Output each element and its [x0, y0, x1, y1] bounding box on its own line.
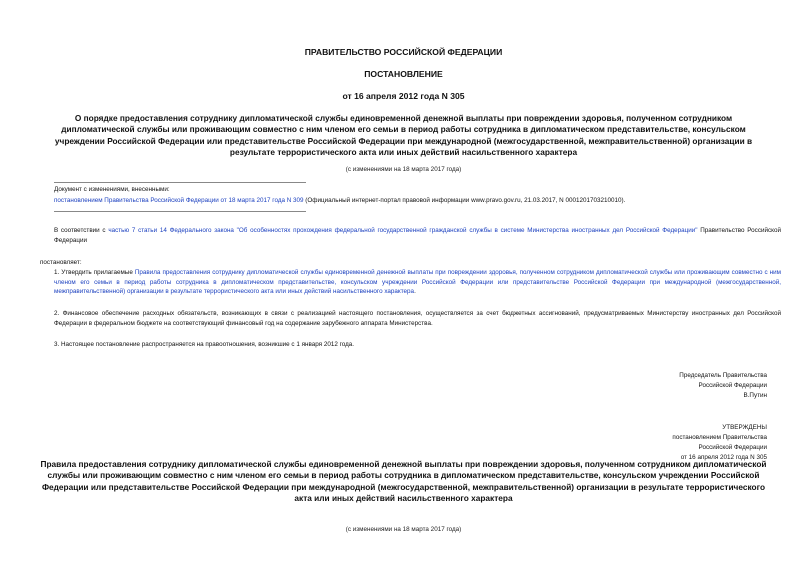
approval-line-1: УТВЕРЖДЕНЫ: [722, 424, 767, 431]
intro-prefix: В соответствии с: [54, 227, 109, 234]
rules-title: Правила предоставления сотруднику дипломатической службы единовременной денежной выплаты при повреждении здоровья, полученном сотрудником дипломатической службы или проживающим совместно с ним членом его семьи в период работы сотрудника в дипломатическом представительстве, консульском учреждении Российской Федерации или представительстве Российской Федерации при международной (межгосударственной, межправительственной) организации в результате террористического акта или иных действий насильственного характера: [40, 459, 767, 504]
item-2-paragraph: 2. Финансовое обеспечение расходных обязательств, возникающих в связи с реализацией настоящего постановления, осуществляется за счет бюджетных ассигнований, предусматриваемых Министерству иностранных дел Российской Федерации в федеральном бюджете на соответствующий финансовый год на содержание зарубежного аппарата Министерства.: [54, 310, 781, 327]
item-3-paragraph: 3. Настоящее постановление распространяется на правоотношения, возникшие с 1 января 2012 года.: [54, 341, 355, 348]
signature-line-1: Председатель Правительства: [679, 372, 767, 379]
amendment-link[interactable]: постановлением Правительства Российской Федерации от 18 марта 2017 года N 309: [54, 197, 304, 204]
resolution-title: О порядке предоставления сотруднику дипломатической службы единовременной денежной выплаты при повреждении здоровья, полученном сотрудником дипломатической службы или проживающим совместно с ним членом его семьи в период работы сотрудника в дипломатическом представительстве, консульском учреждении Российской Федерации или представительстве Российской Федерации при международной (межгосударственной, межправительственной) организации в результате террористического акта или иных действий насильственного характера: [54, 113, 753, 158]
approval-line-4: от 16 апреля 2012 года N 305: [680, 454, 767, 461]
intro-paragraph: [40, 226, 781, 245]
signature-block: [679, 371, 767, 401]
signature-line-3: В.Путин: [743, 392, 767, 399]
date-number-heading: от 16 апреля 2012 года N 305: [342, 91, 465, 101]
rules-amendment-note: (с изменениями на 18 марта 2017 года): [345, 526, 462, 533]
approval-line-2: постановлением Правительства: [672, 434, 767, 441]
signature-line-2: Российской Федерации: [698, 382, 767, 389]
approval-block: [672, 423, 767, 463]
federal-law-link[interactable]: частью 7 статьи 14 Федерального закона "Об особенностях прохождения федеральной государственной гражданской службы в системе Министерства иностранных дел Российской Федерации": [108, 227, 698, 234]
amendments-line: [54, 197, 625, 204]
resolves-text: постановляет:: [40, 259, 82, 266]
item-1-suffix: .: [414, 288, 416, 296]
government-heading: ПРАВИТЕЛЬСТВО РОССИЙСКОЙ ФЕДЕРАЦИИ: [304, 47, 503, 57]
doc-type-heading: ПОСТАНОВЛЕНИЕ: [364, 69, 443, 79]
amendment-source: (Официальный интернет-портал правовой информации www.pravo.gov.ru, 21.03.2017, N 0001201703210010).: [303, 197, 626, 204]
intro-suffix: Правительство Российской Федерации: [54, 227, 781, 244]
rules-link[interactable]: Правила предоставления сотруднику дипломатической службы единовременной денежной выплаты при повреждении здоровья, полученном сотрудником дипломатической службы или проживающим совместно с ним членом его семьи в период работы сотрудника в дипломатическом представительстве, консульском учреждении Российской Федерации или представительстве Российской Федерации при международной (межгосударственной, межправительственной) организации в результате террористического акта или иных действий насильственного характера: [54, 269, 782, 296]
item-1-prefix: 1. Утвердить прилагаемые: [54, 269, 135, 276]
divider-bottom: [54, 211, 306, 212]
amendment-note: (с изменениями на 18 марта 2017 года): [345, 166, 462, 173]
approval-line-3: Российской Федерации: [698, 444, 767, 451]
amendments-label: Документ с изменениями, внесенными:: [54, 186, 170, 193]
divider-top: [54, 182, 306, 183]
item-1-paragraph: [40, 268, 781, 297]
